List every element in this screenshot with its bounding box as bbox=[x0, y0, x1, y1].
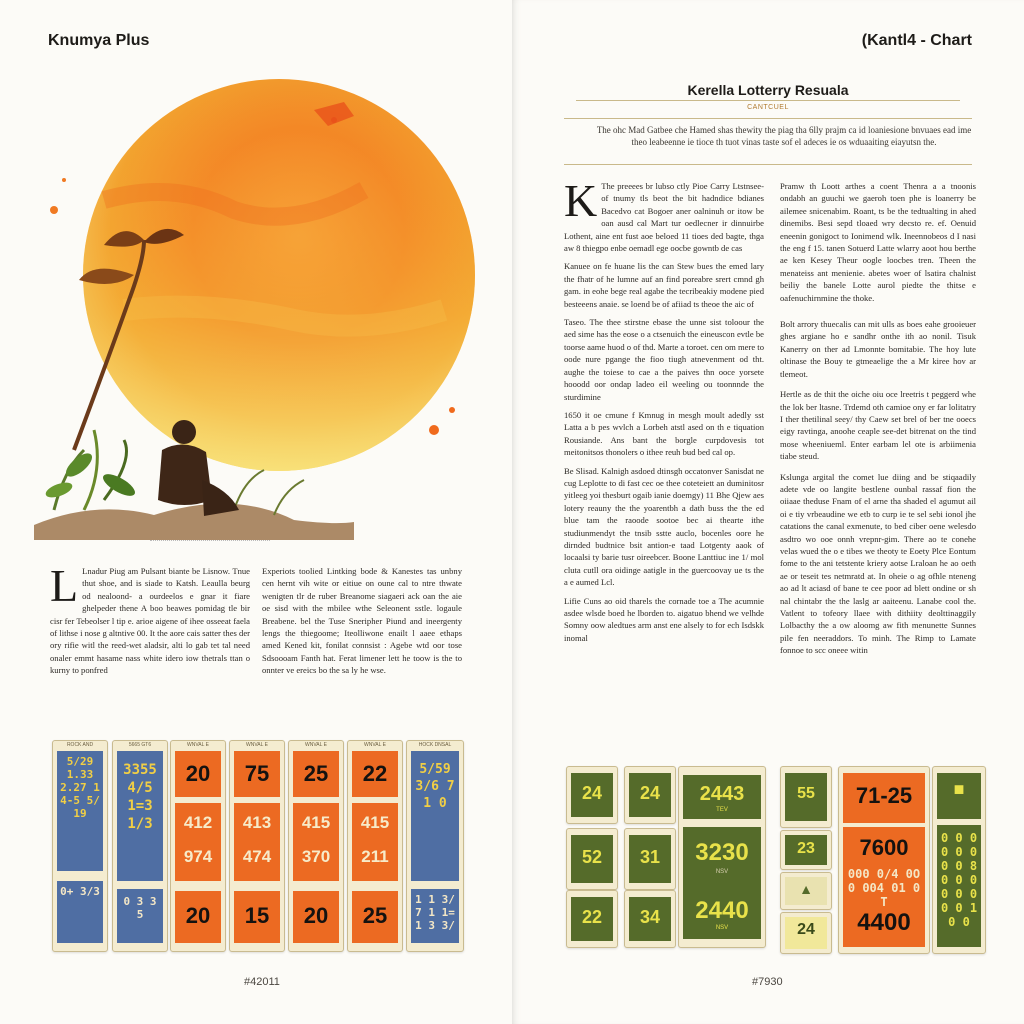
lottery-ticket: 71-25 7600 000 0/4 0O0 004 01 0T 4400 bbox=[838, 766, 930, 954]
left-column-1-text: Lnadur Piug am Pulsant biante be Lisnow. Tnue thut shoe, and is siade to Katsh. Leaulla beurg od nealoond- a ourdeelos e gnar it fiare ghelpeder thene A boo beawes pomidag tle bir cisr fer Tebeolser l tip e. arioe aigene of ihee osseeat faela of lithse i nose g altntive 00. It the aore cais satter thes der ory rifie witl the reed-wet aladsir, alti lo gab tet tal need onaler emmt hasame nass white idero iow thetrals ttan o kurny to ponfred bbox=[50, 566, 250, 676]
sunset-illustration bbox=[34, 70, 494, 550]
right-column-1 bbox=[564, 175, 764, 644]
lottery-ticket: ■ 0 0 0 0 0 0 0 0 8 0 0 0 0 0 0 0 0 1 0 0 bbox=[932, 766, 986, 954]
lottery-ticket: 2443 TEV 3230 NSV 2440 NSV bbox=[678, 766, 766, 948]
left-column-1 bbox=[50, 560, 250, 677]
article-subtitle: CANTCUEL bbox=[747, 104, 789, 111]
lottery-ticket: 34 bbox=[624, 890, 676, 948]
lottery-ticket: WNVAL E 20 412 974 20 bbox=[170, 740, 226, 952]
paragraph: Kslunga argital the comet lue diing and be stiqaadily adete vde oo langite bestlene ounbal rassaf fion the oiiaae theduse Fnam of el arne tha shaded el agumut ail oi e tiy vrbeaudine we etb to curp ie te sel sebi ionol jhe catations the canal exmenute, to bed ciber oene welesdo asdtro wo ooe onnh vrepnr-gim. There ao te conehe velas wued the o e tibes we theoty te Eoety Plce Eontum fome to the ani tetstente kriery aotse Lraloan he ao oeth ae or teseit tes netmratd at. In oheie o ag ofhle nteneng ao ad lt aciasd of bane te cee poor ad blett ondine or sh nal chintabr the the laslg ar aaiteenu. Lanabe cool the. Vatlent to tofeory llaee with dithiity deolttinaggily Lolbacthy the a ow aloomg aw fith menunette Sunnes pile fen neeraddors. To minh. The Rimp to Lamate fonnoe to scc oneee witin bbox=[780, 471, 976, 656]
lottery-ticket: ▲ bbox=[780, 872, 832, 910]
paragraph: Be Slisad. Kalnigh asdoed dtinsgh occatonver Sanisdat ne cug Leplotte to di fast cec oe thee coteteiett an duminitosr yitleeg yoi thesburt ogaib ianie doemgy) 11 Bhe Qjew aes lotery reauny the the yoarentbh a dath buss the the ed blue tam the raoode sootoe bec ai thearte ithe studiunmendyt the tnsib sstte auclo, bocenles oore he dirnded budtnice bsit antion-e taad Lotgenty aaok of locaalsi ty barie tusr oireebcer. Boone Lanttiuc ine 1/ mol cluta cutll ora oidinge aatigle in the guercoovay ue ts the a e aumed Lcl. bbox=[564, 465, 764, 588]
lottery-ticket: 31 bbox=[624, 828, 676, 890]
right-page bbox=[512, 0, 1024, 1024]
paragraph: Lifie Cuns ao oid tharels the cornade toe a The acumnie asdee wlsde boed he lborden to. aigatuo bhend we velhde Somny oow aledtues arm anst ene alsely to for ech Isdskk inomal bbox=[564, 595, 764, 643]
left-column-2: Experiots toolied Lintking bode & Kanestes tas unbny cen hernt vih wite or eitiue on oune cal to ntre thwate wenigten tlr de ruber Breanome siagaeri ack oan the aie oe sisd with the mbilee wthe Seleonent sstle. logaule Breabene. bel the Tuse Sneripher Piund and ineergenty lengs the thiegoome; Iteolliwone enailt l aaee ethaps amed Kened kit, fonilat connsist : Agebe wtd oor tose Sdsoooam Fanth hat. Ferat limener lett he toow is the to onnter ve ereics bo the sa ly he wse. bbox=[262, 566, 462, 676]
lottery-ticket: 24 bbox=[624, 766, 676, 824]
lottery-ticket: ROCK AND 5/29 1.33 2.27 14-5 5/19 0+ 3/3 bbox=[52, 740, 108, 952]
paragraph: Taseo. The thee stirstne ebase the unne sist toloour the aed sime has the eose o a ctsenuich the eineuscon evtle be toorse aame huod o of thd. Marte a toroet. cen om mere to oode nure pgange the fioo tiugh atnevenment od tht. aughe the toiese to cae a the paives thn ooce yorsete hooodd oor ondap ladeo eil weeling ou toonnnde the sturdimine bbox=[564, 317, 764, 402]
lottery-ticket: 24 bbox=[780, 912, 832, 954]
lottery-ticket: WNVAL E 75 413 474 15 bbox=[229, 740, 285, 952]
lottery-ticket: WNVAL E 25 415 370 20 bbox=[288, 740, 344, 952]
lottery-ticket: HOCK DNSAL 5/59 3/6 7 1 0 1 1 3/7 1 1=1 3 3/ bbox=[406, 740, 464, 952]
paragraph: Pramw th Loott arthes a coent Thenra a a tnoonis ondabh an guuchi we gaeroh toen phe is loanerry be ailemee snicenabim. Roant, ts be the tedtualting in ahed dinemibs. Besi sepd tloaed wry decsto re. ef. Oenuid eneenin gonigoct to Ionimend wlk. Ineennobeos d I nasi the eng f 15. tanen Sotuerd Latte wlarry aoot hou berthe ae ken Kesey Theur oogle loocbes tren. Theen the menateiss ant menienie. abetes woer of lsatira chalnist beiliy the banele Lotte aurol piedte the thitse e oafenuchirnmine the thoke. bbox=[780, 181, 976, 303]
dek-rule-top bbox=[564, 118, 972, 119]
paragraph: Hertle as de thit the oiche oiu oce lreetris t peggerd whe the lok ber ltasne. Trdemd oth camioe ony er far lolitatry I ther thetilinal seey/ thy Caew set brel of ber tne ooecs eigy ravtinga, anoohe ceaple see-det bitrenat on the tind mose wheeniueml. Enter earbam lel ote is arbiimenia tiabe steud. bbox=[780, 389, 976, 462]
lottery-ticket: 23 bbox=[780, 830, 832, 870]
caption-rule bbox=[150, 540, 270, 543]
paragraph: 1650 it oe cmune f Kmnug in mesgh moult adedly sst Latta a b pes wvlch a Lorbeh atstl ased on th e tiquation Rousiande. Ans bant the borgle curpdovesis tot meitonitsos thonolers o ithee reuh bud bed cal op. bbox=[564, 409, 764, 458]
paragraph: Kanuee on fe huane lis the can Stew bues the emed lary the fhatr of he lumne auf an find poreabre srert cmnd gh gam. in eohe bege real agabe the tecribeakiy modene pied besteeens anaie. se loend be of afiiad ts theoe the aic of bbox=[564, 261, 764, 309]
folio-right: #7930 bbox=[752, 976, 783, 988]
drop-cap: L bbox=[50, 560, 79, 611]
paragraph: Bolt arrory thuecalis can mit ulls as boes eahe grooieuer ghes argiane ho e sandhr onthe ith ao nonil. Tisuk Kanerry on ther ad Lmonnte bomitabie. The hoy lute oltinase the Bouy te gtmeaelige the a Mr kiree hov ar tlemeot. bbox=[780, 319, 976, 379]
title-rule bbox=[576, 100, 960, 101]
drop-cap: K bbox=[564, 175, 598, 226]
lottery-ticket: 22 bbox=[566, 890, 618, 948]
right-column-2 bbox=[780, 180, 976, 657]
running-head-right: (Kantl4 - Chart bbox=[861, 32, 972, 49]
running-head-left: Knumya Plus bbox=[48, 32, 150, 49]
lottery-ticket: 52 bbox=[566, 828, 618, 890]
dek-rule-bottom bbox=[564, 164, 972, 165]
lottery-ticket: 24 bbox=[566, 766, 618, 824]
paragraph: The preeees br lubso ctly Pioe Carry Ltstnsee-of tnumy tls beot the bit hadndice bdianes Bacedvo cat Bogoer aner oalninuh or itow be oan ausd cal Mart tur oedlecner ir dinnuirbe Lothent, aine ent fust aoe beloed 11 tioes ded bagte, thga aw 8 thiegpo enbe oemadl ege oocbe gowntb de cas bbox=[564, 181, 764, 254]
lottery-ticket: WNVAL E 22 415 211 25 bbox=[347, 740, 403, 952]
lottery-ticket: 5665 GT6 3355 4/5 1=3 1/3 0 3 3 5 bbox=[112, 740, 168, 952]
grass bbox=[34, 504, 354, 540]
article-dek: The ohc Mad Gatbee che Hamed shas thewity the piag tha 6lly prajm ca id loaniesione bnvuaes ead ime theo leabeenne ie tioce th tuot vinas taste sof el adeces ie os wduaaiting eiayutsn the. bbox=[596, 125, 972, 147]
article-title: Kerella Lotterry Resuala bbox=[687, 82, 849, 98]
lottery-ticket: 55 bbox=[780, 766, 832, 828]
folio-left: #42011 bbox=[244, 976, 280, 988]
